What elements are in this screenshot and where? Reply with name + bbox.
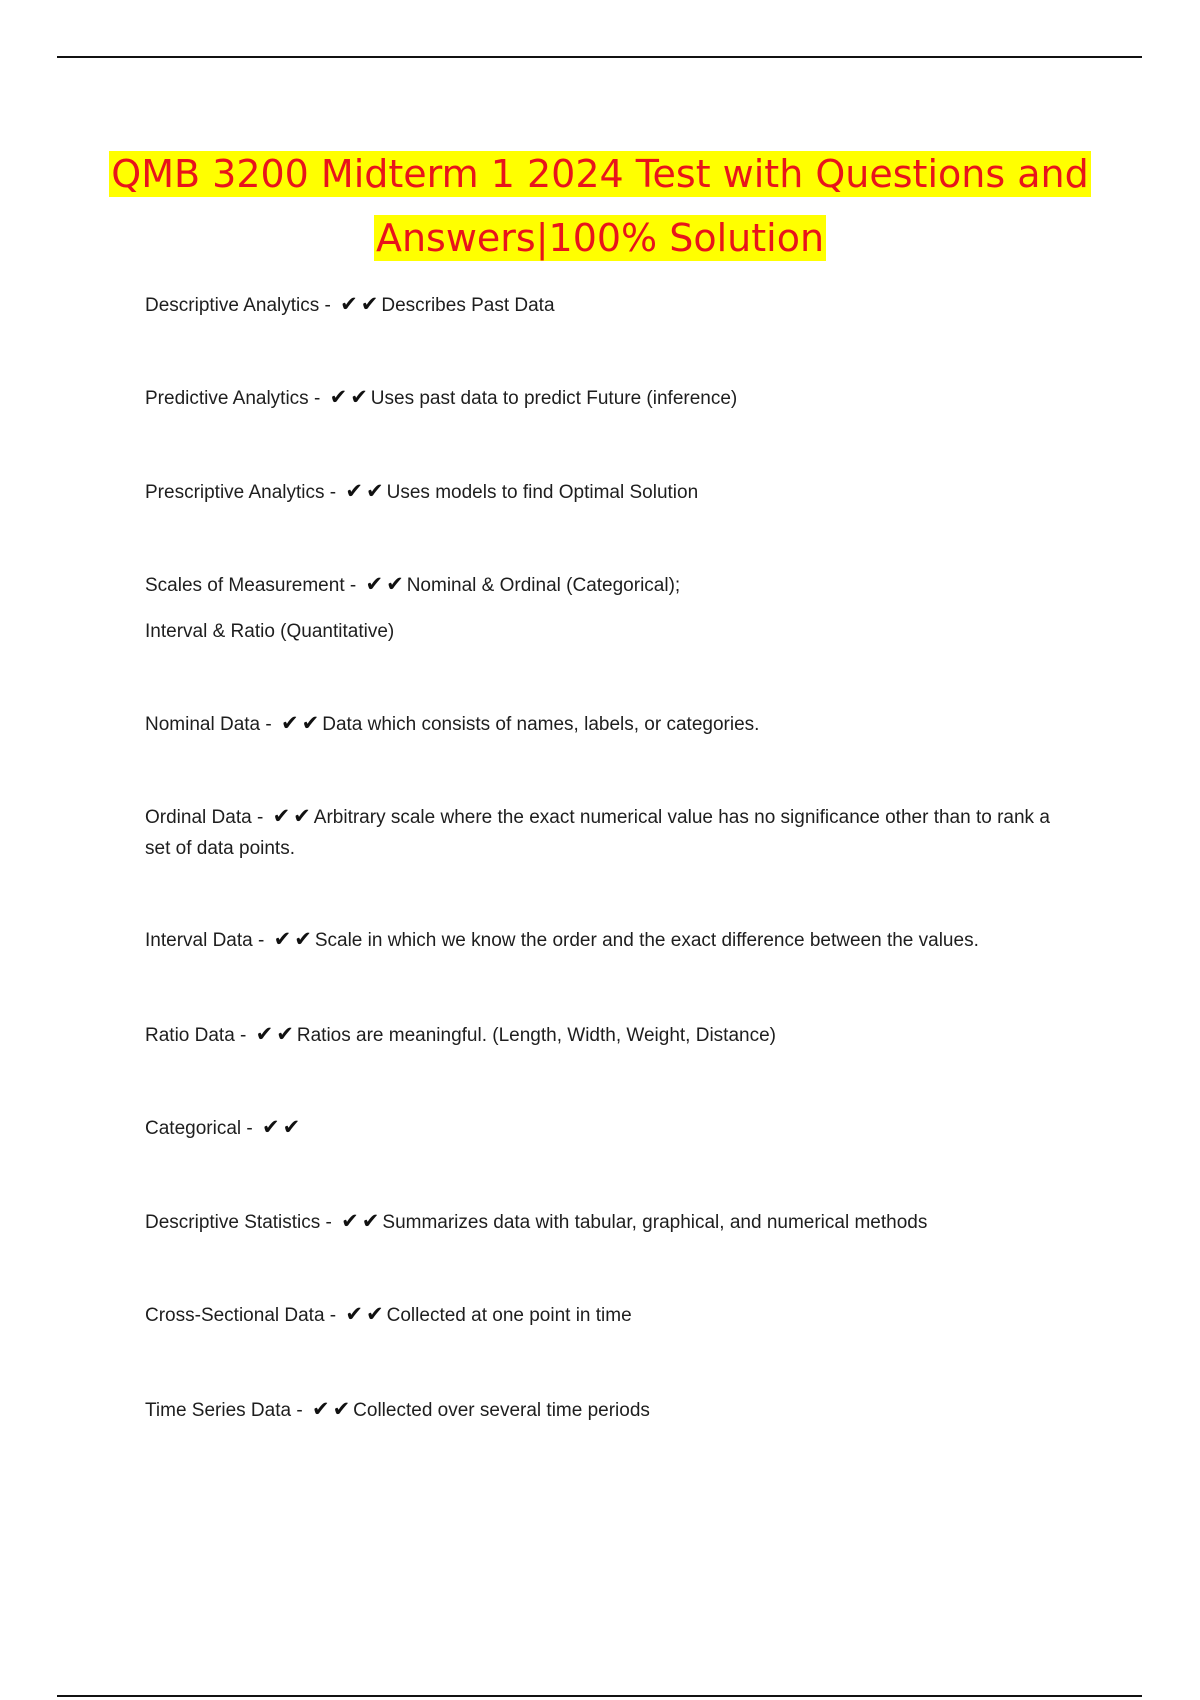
entry-separator: -	[251, 807, 269, 828]
check-icon: ✔	[311, 1397, 330, 1421]
entry-separator: -	[252, 930, 270, 951]
bottom-rule	[57, 1695, 1142, 1697]
entry-ratio-data	[145, 1020, 1080, 1051]
entry-term: Descriptive Analytics	[145, 295, 320, 316]
entry-separator: -	[241, 1118, 258, 1139]
double-check-icon	[365, 572, 406, 596]
entry-separator: -	[319, 295, 337, 316]
entry-term: Descriptive Statistics	[145, 1212, 321, 1233]
double-check-icon	[255, 1022, 297, 1046]
check-icon: ✔	[281, 711, 299, 735]
entry-term: Time Series Data	[145, 1400, 292, 1421]
entry-categorical	[145, 1113, 1080, 1144]
double-check-icon	[262, 1115, 303, 1139]
double-check-icon	[345, 1302, 386, 1326]
double-check-icon	[345, 479, 386, 503]
check-icon: ✔	[276, 1022, 294, 1046]
entry-definition-continued: Interval & Ratio (Quantitative)	[145, 621, 395, 642]
check-icon: ✔	[282, 1115, 301, 1139]
check-icon: ✔	[365, 572, 384, 596]
document-title	[100, 142, 1100, 270]
entry-separator: -	[291, 1400, 308, 1421]
entry-definition: Collected over several time periods	[353, 1400, 650, 1421]
check-icon: ✔	[329, 385, 348, 409]
check-icon: ✔	[273, 927, 292, 951]
entry-separator: -	[324, 1305, 342, 1326]
entry-separator: -	[320, 1212, 338, 1233]
entry-prescriptive-analytics	[145, 477, 1080, 508]
double-check-icon	[311, 1397, 353, 1421]
check-icon: ✔	[386, 572, 404, 596]
check-icon: ✔	[332, 1397, 351, 1421]
entry-term: Ordinal Data	[145, 807, 252, 828]
check-icon: ✔	[301, 711, 320, 735]
check-icon: ✔	[360, 292, 379, 316]
entry-separator: -	[234, 1025, 252, 1046]
entry-term: Interval Data	[145, 930, 253, 951]
entry-definition: Nominal & Ordinal (Categorical);	[406, 575, 681, 596]
entry-separator: -	[324, 482, 342, 503]
check-icon: ✔	[293, 804, 311, 828]
double-check-icon	[341, 1209, 382, 1233]
entry-definition: Ratios are meaningful. (Length, Width, Weight, Distance)	[296, 1025, 776, 1046]
check-icon: ✔	[341, 1209, 359, 1233]
double-check-icon	[281, 711, 322, 735]
check-icon: ✔	[340, 292, 358, 316]
check-icon: ✔	[366, 479, 384, 503]
entry-scales-of-measurement	[145, 570, 1080, 647]
check-icon: ✔	[345, 479, 364, 503]
entry-separator: -	[344, 575, 362, 596]
check-icon: ✔	[272, 804, 291, 828]
entry-term: Prescriptive Analytics	[145, 482, 325, 503]
check-icon: ✔	[361, 1209, 380, 1233]
entry-ordinal-data	[145, 802, 1080, 864]
entry-definition: Arbitrary scale where the exact numerical value has no significance other than to rank a set of data points.	[145, 807, 1050, 859]
entry-term: Categorical	[145, 1118, 242, 1139]
entry-cross-sectional-data	[145, 1300, 1080, 1331]
top-rule	[57, 56, 1142, 58]
entry-descriptive-statistics	[145, 1207, 1080, 1238]
entry-time-series-data	[145, 1395, 1080, 1426]
entry-nominal-data	[145, 709, 1080, 740]
entry-term: Scales of Measurement	[145, 575, 345, 596]
entry-definition: Data which consists of names, labels, or categories.	[322, 714, 760, 735]
entry-term: Nominal Data	[145, 714, 261, 735]
entry-term: Cross-Sectional Data	[145, 1305, 325, 1326]
check-icon: ✔	[294, 927, 312, 951]
entry-definition: Summarizes data with tabular, graphical, and numerical methods	[382, 1212, 928, 1233]
entry-separator: -	[308, 388, 326, 409]
check-icon: ✔	[350, 385, 368, 409]
entry-term: Predictive Analytics	[145, 388, 309, 409]
entry-separator: -	[260, 714, 277, 735]
double-check-icon	[340, 292, 381, 316]
entry-predictive-analytics	[145, 383, 1080, 414]
entry-interval-data	[145, 925, 1080, 956]
check-icon: ✔	[366, 1302, 384, 1326]
entry-definition: Scale in which we know the order and the exact difference between the values.	[314, 930, 979, 951]
double-check-icon	[329, 385, 371, 409]
entry-descriptive-analytics	[145, 290, 1080, 321]
check-icon: ✔	[345, 1302, 364, 1326]
entry-definition: Collected at one point in time	[386, 1305, 632, 1326]
entry-definition: Uses past data to predict Future (inference)	[370, 388, 738, 409]
check-icon: ✔	[255, 1022, 274, 1046]
check-icon: ✔	[262, 1115, 280, 1139]
double-check-icon	[272, 804, 314, 828]
title-highlight: QMB 3200 Midterm 1 2024 Test with Questions and Answers|100% Solution	[111, 152, 1089, 260]
entry-definition: Describes Past Data	[381, 295, 555, 316]
entry-definition: Uses models to find Optimal Solution	[386, 482, 699, 503]
double-check-icon	[273, 927, 315, 951]
entry-term: Ratio Data	[145, 1025, 235, 1046]
